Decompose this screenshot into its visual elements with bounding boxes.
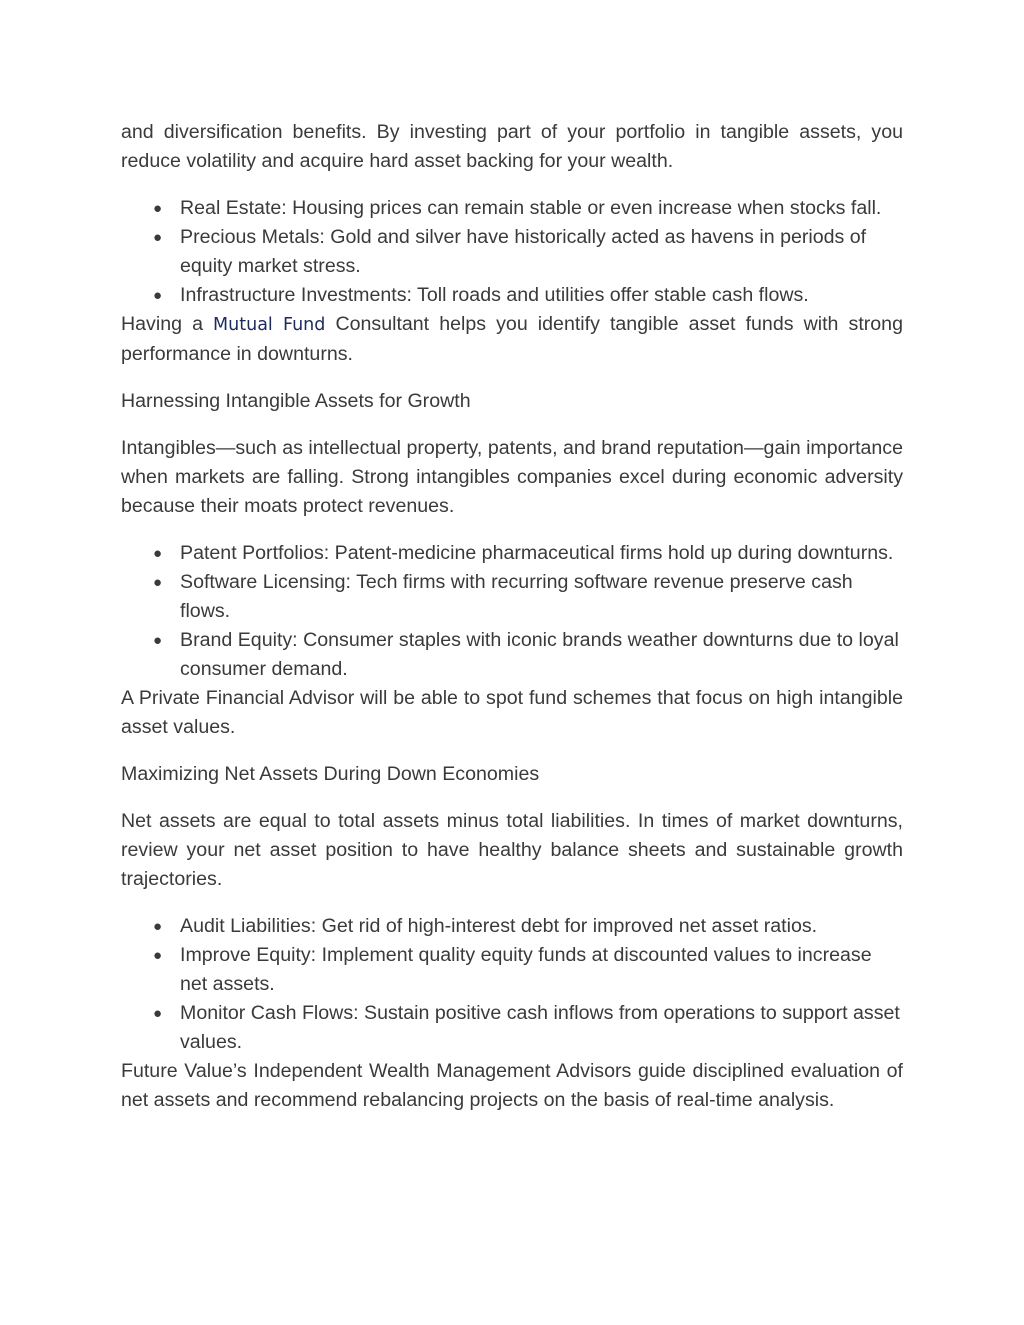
list-item-text: Monitor Cash Flows: Sustain positive cash inflows from operations to support asset values. — [180, 1002, 900, 1053]
intangible-body-paragraph: Intangibles—such as intellectual property, patents, and brand reputation—gain importance when markets are falling. Strong intangibles companies excel during economic adversity because their moats protect revenues. — [121, 437, 903, 517]
document-page — [121, 118, 903, 1115]
list-item — [121, 912, 903, 941]
net-assets-outro-paragraph: Future Value’s Independent Wealth Management Advisors guide disciplined evaluation of net assets and recommend rebalancing projects on the basis of real-time analysis. — [121, 1060, 903, 1111]
list-item — [121, 568, 903, 626]
bullet-icon: ● — [153, 545, 163, 562]
intro-paragraph: and diversification benefits. By investing part of your portfolio in tangible assets, you reduce volatility and acquire hard asset backing for your wealth. — [121, 121, 903, 172]
bullet-icon: ● — [153, 918, 163, 935]
intangible-assets-list — [121, 539, 903, 684]
list-item — [121, 281, 903, 310]
outro-text-after-link: Consultant helps you identify tangible asset funds with strong performance in downturns. — [121, 313, 903, 365]
list-item — [121, 539, 903, 568]
list-item-text: Patent Portfolios: Patent-medicine pharmaceutical firms hold up during downturns. — [180, 542, 894, 564]
mutual-fund-link[interactable]: Mutual Fund — [213, 315, 326, 335]
bullet-icon: ● — [153, 1005, 163, 1022]
outro-text-before-link: Having a — [121, 313, 214, 335]
section-heading-net-assets: Maximizing Net Assets During Down Economies — [121, 763, 540, 785]
bullet-icon: ● — [153, 229, 163, 246]
list-item — [121, 999, 903, 1057]
tangible-assets-list — [121, 194, 903, 310]
intangible-outro-paragraph: A Private Financial Advisor will be able to spot fund schemes that focus on high intangible asset values. — [121, 687, 903, 738]
list-item — [121, 941, 903, 999]
list-item-text: Audit Liabilities: Get rid of high-interest debt for improved net asset ratios. — [180, 915, 818, 937]
bullet-icon: ● — [153, 287, 163, 304]
list-item-text: Precious Metals: Gold and silver have historically acted as havens in periods of equity market stress. — [180, 226, 867, 277]
list-item-text: Improve Equity: Implement quality equity funds at discounted values to increase net assets. — [180, 944, 872, 995]
list-item — [121, 626, 903, 684]
list-item — [121, 194, 903, 223]
net-assets-list — [121, 912, 903, 1057]
bullet-icon: ● — [153, 574, 163, 591]
bullet-icon: ● — [153, 200, 163, 217]
list-item-text: Real Estate: Housing prices can remain stable or even increase when stocks fall. — [180, 197, 882, 219]
list-item — [121, 223, 903, 281]
list-item-text: Infrastructure Investments: Toll roads and utilities offer stable cash flows. — [180, 284, 809, 306]
bullet-icon: ● — [153, 947, 163, 964]
list-item-text: Software Licensing: Tech firms with recurring software revenue preserve cash flows. — [180, 571, 853, 622]
net-assets-body-paragraph: Net assets are equal to total assets minus total liabilities. In times of market downturns, review your net asset position to have healthy balance sheets and sustainable growth trajectories. — [121, 810, 903, 890]
list-item-text: Brand Equity: Consumer staples with iconic brands weather downturns due to loyal consumer demand. — [180, 629, 899, 680]
bullet-icon: ● — [153, 632, 163, 649]
section-heading-intangible: Harnessing Intangible Assets for Growth — [121, 390, 471, 412]
tangible-outro-paragraph — [121, 310, 903, 369]
